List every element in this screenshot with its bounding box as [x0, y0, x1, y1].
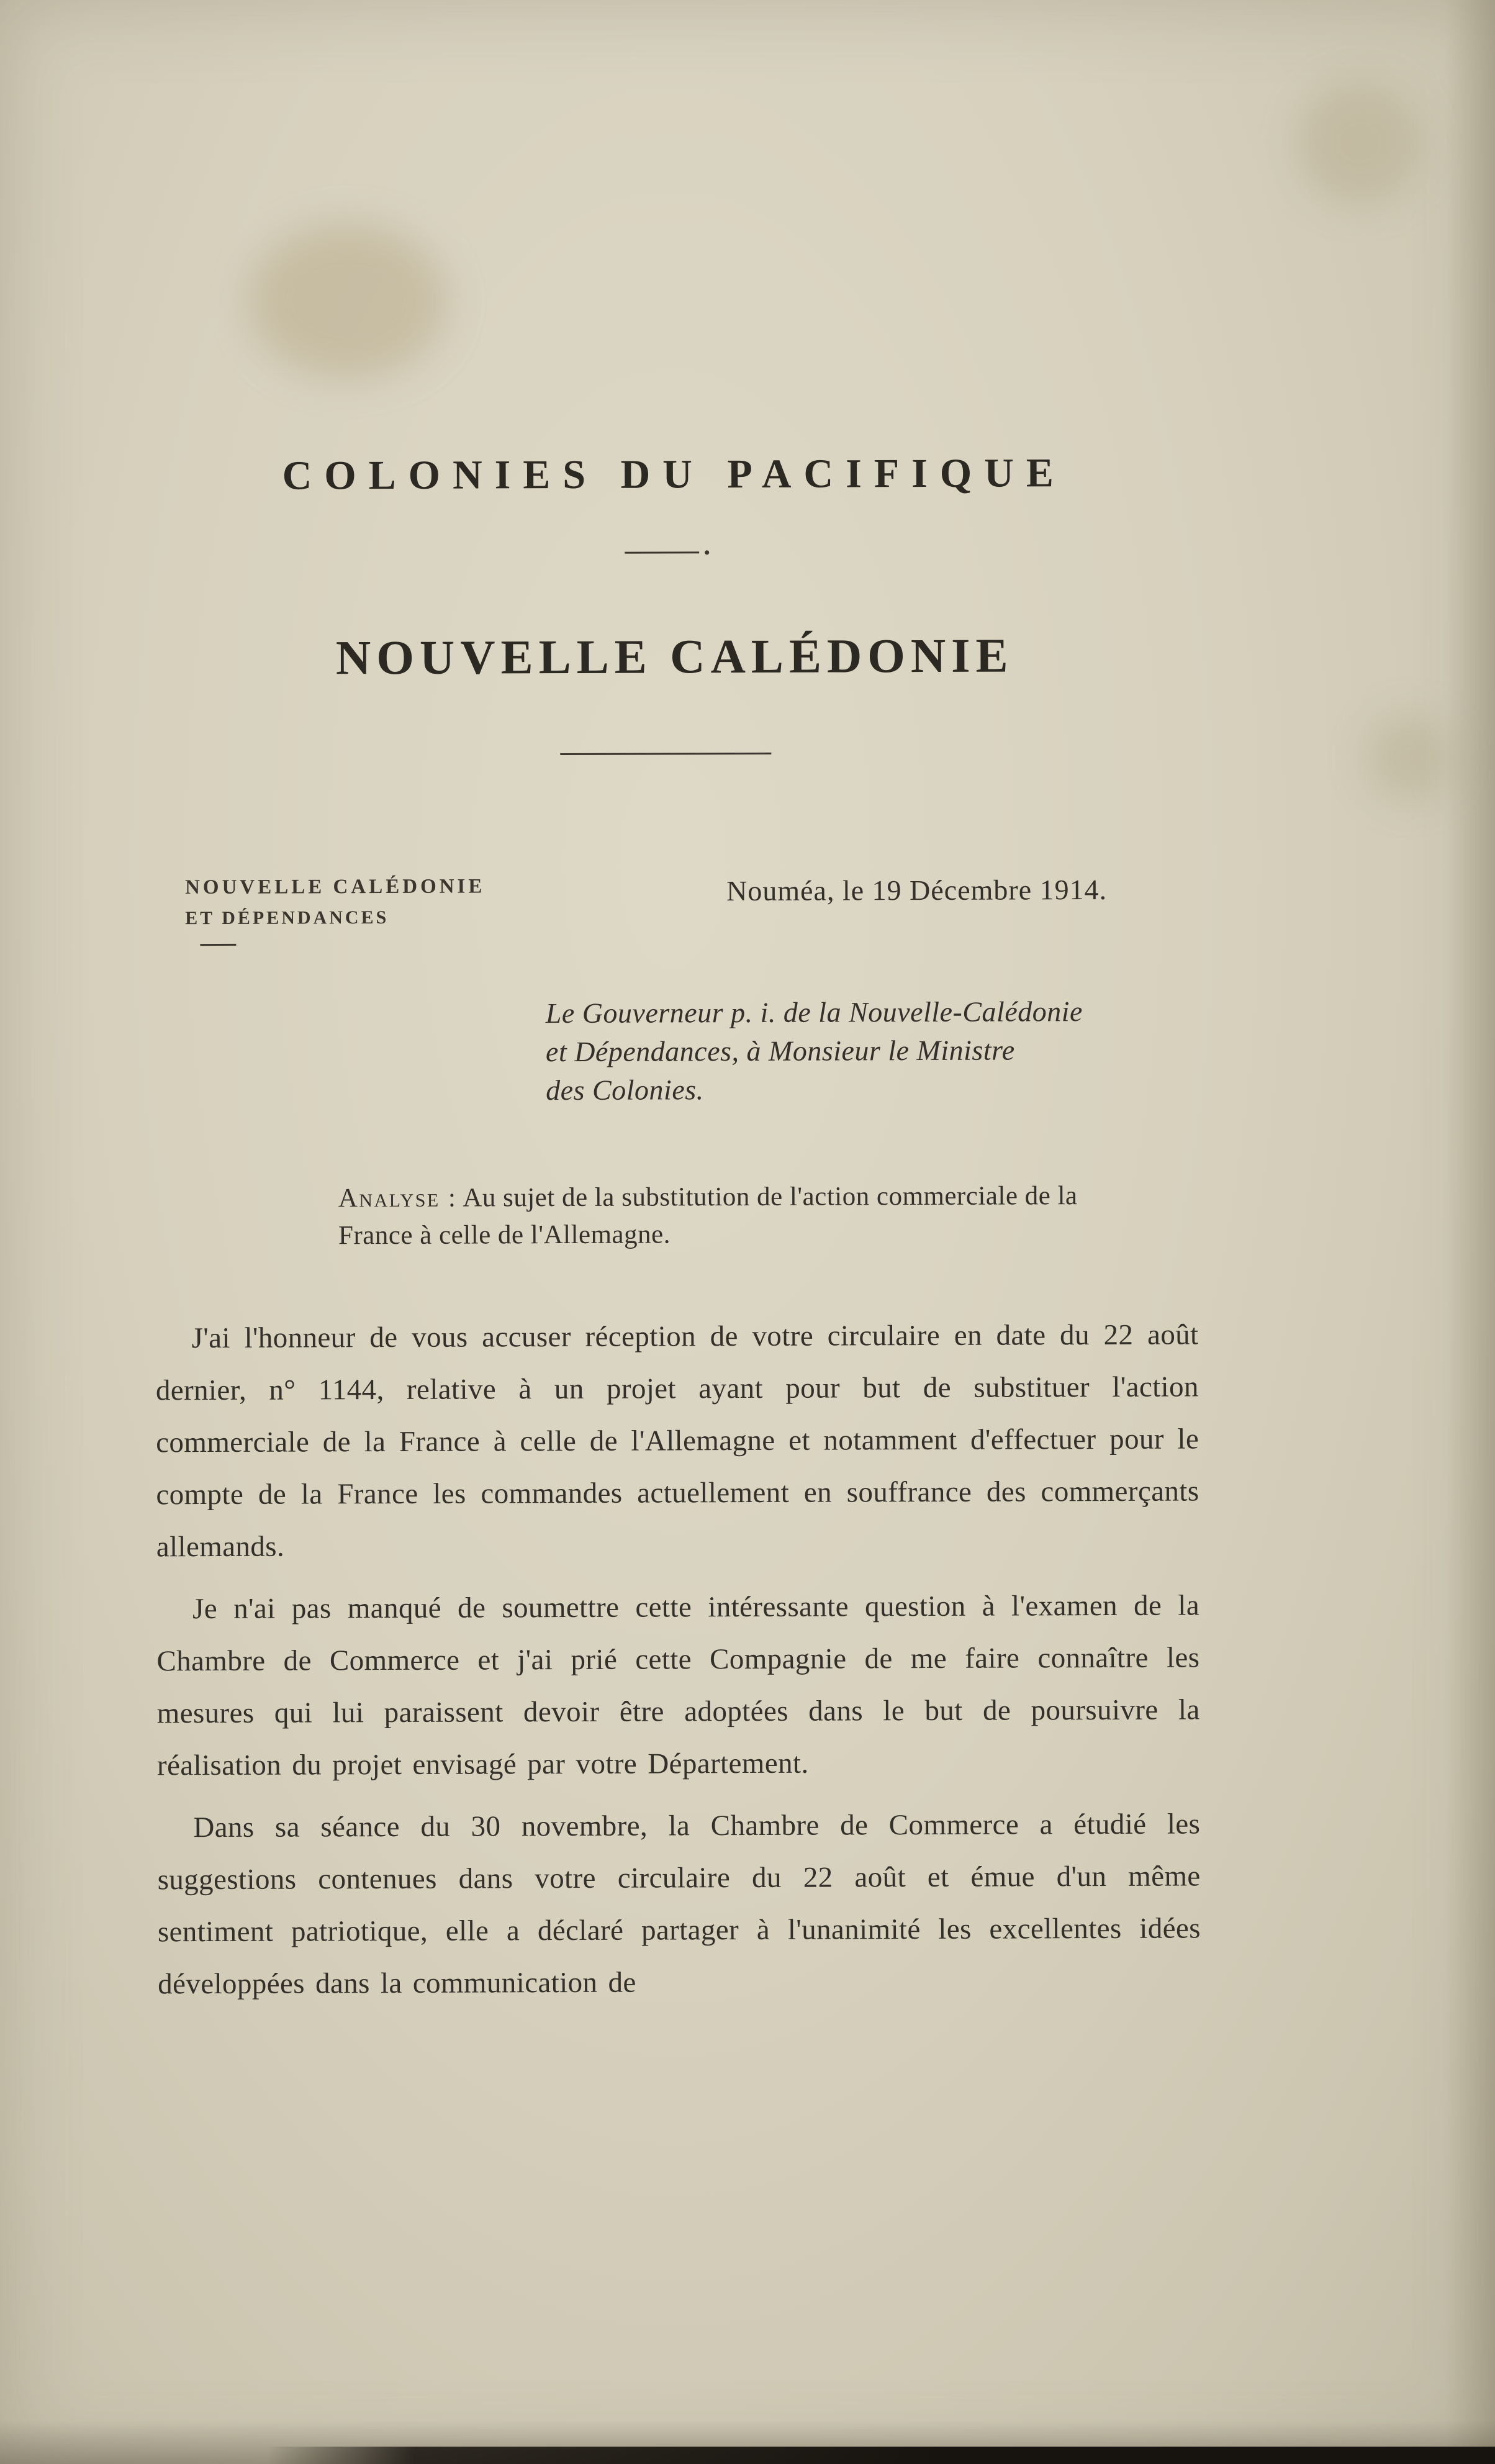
addressee-line: et Dépendances, à Monsieur le Ministre [545, 1034, 1015, 1068]
analyse-block [338, 1177, 1121, 1254]
divider-rule [625, 551, 699, 553]
analyse-text: Au sujet de la substitution de l'action commerciale de la France à celle de l'Allemagne. [338, 1181, 1078, 1251]
body-paragraph: Je n'ai pas manqué de soumettre cette intéressante question à l'examen de la Chambre de Commerce et j'ai prié cette Compagnie de me faire connaître les mesures qui lui paraissent devoir être adoptées dans le but de poursuivre la réalisation du projet envisagé par votre Département. [156, 1589, 1200, 1782]
letterhead-dash [200, 944, 236, 946]
letterhead-line-1: NOUVELLE CALÉDONIE [184, 875, 486, 899]
body-paragraph: J'ai l'honneur de vous accuser réception de votre circulaire en date du 22 août dernier, n° 1144, relative à un projet ayant pour but de substituer l'action commerciale de la France à celle de l'Allemagne et notamment d'effectuer pour le compte de la France les commandes actuellement en souffrance des commerçants allemands. [155, 1318, 1199, 1564]
page-title: NOUVELLE CALÉDONIE [335, 628, 1014, 685]
analyse-label: Analyse : [338, 1183, 458, 1213]
letter-body [155, 1308, 1201, 2020]
divider-rule [560, 753, 771, 755]
body-paragraph: Dans sa séance du 30 novembre, la Chambre de Commerce a étudié les suggestions contenues dans votre circulaire du 22 août et émue d'un même sentiment patriotique, elle a déclaré partager à l'unanimité les excellentes idées développées dans la communication de [157, 1808, 1201, 2001]
dateline: Nouméa, le 19 Décembre 1914. [726, 873, 1108, 907]
letterhead [185, 875, 486, 946]
kicker-title: COLONIES DU PACIFIQUE [282, 450, 1066, 499]
addressee-line: Le Gouverneur p. i. de la Nouvelle-Calédonie [545, 995, 1083, 1030]
letterhead-line-2: ET DÉPENDANCES [185, 907, 389, 929]
addressee-block [546, 992, 1083, 1110]
addressee-line: des Colonies. [546, 1074, 704, 1107]
